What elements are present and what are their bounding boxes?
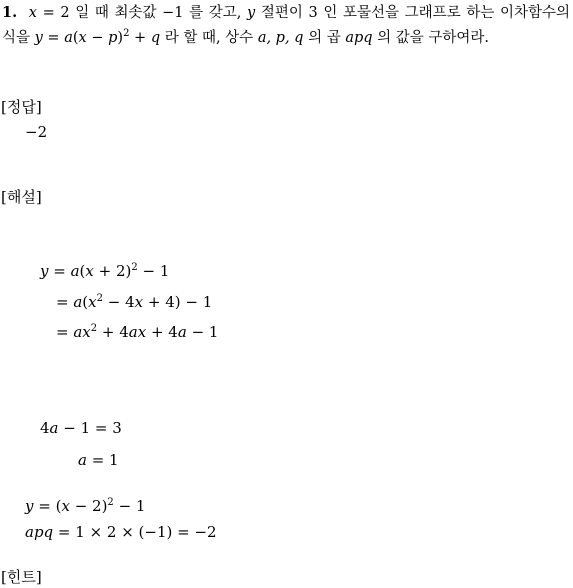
answer-heading: [정답]	[1, 98, 42, 116]
problem-text: (	[72, 30, 79, 46]
math-var: apq	[345, 30, 373, 46]
math-exponent: 2	[96, 293, 103, 304]
math-text: + 4	[146, 323, 178, 341]
solution-equation-7	[25, 522, 217, 542]
solution-equation-1	[40, 261, 169, 281]
hint-heading: [힌트]	[1, 568, 42, 586]
math-text: (	[79, 262, 86, 280]
math-var: a	[49, 419, 59, 437]
solution-equation-4	[40, 418, 122, 438]
math-text: = 1	[86, 451, 119, 469]
math-var: ax	[73, 323, 91, 341]
answer-value: −2	[25, 123, 48, 141]
solution-equation-5	[78, 450, 119, 470]
math-text: − 1	[113, 497, 146, 515]
math-text: − 1	[137, 262, 170, 280]
math-text: =	[48, 262, 71, 280]
math-text: =	[56, 293, 74, 311]
solution-heading: [해설]	[1, 188, 42, 206]
math-var: a	[73, 293, 83, 311]
problem-text: = 2 일 때 최솟값 −1 를 갖고,	[36, 5, 248, 21]
problem-text: −	[86, 30, 109, 46]
math-text: + 4) − 1	[143, 293, 213, 311]
problem-text: 절편이 3 인 포물선을 그래프로 하는 이차함수의 식을	[2, 5, 571, 46]
math-var: x	[134, 293, 144, 311]
problem-text: 의 곱	[303, 30, 346, 46]
solution-equation-6	[25, 496, 145, 516]
solution-equation-2	[56, 292, 212, 312]
math-var: x	[88, 293, 97, 311]
math-var: a	[177, 323, 187, 341]
math-var: x	[28, 5, 37, 21]
problem-text: +	[129, 30, 151, 46]
math-var: x	[78, 30, 87, 46]
math-text: + 4	[97, 323, 129, 341]
math-var: a	[70, 262, 80, 280]
math-var: y	[34, 30, 43, 46]
math-var: a, p, q	[257, 30, 304, 46]
math-var: q	[150, 30, 161, 46]
math-text: − 2)	[69, 497, 108, 515]
math-text: − 1	[186, 323, 219, 341]
math-var: y	[40, 262, 49, 280]
math-text: + 2)	[93, 262, 132, 280]
math-var: a	[78, 451, 87, 469]
problem-text: )	[117, 30, 124, 46]
math-text: − 1 = 3	[58, 419, 122, 437]
math-exponent: 2	[123, 28, 130, 39]
problem-statement	[2, 0, 570, 51]
math-text: (	[82, 293, 89, 311]
math-var: y	[247, 5, 256, 21]
math-text: =	[56, 323, 74, 341]
math-text: 4	[40, 419, 50, 437]
math-var: ax	[128, 323, 147, 341]
math-var: apq	[25, 523, 54, 541]
math-var: a	[64, 30, 73, 46]
math-exponent: 2	[107, 497, 114, 508]
solution-equation-3	[56, 322, 218, 342]
problem-text: =	[42, 30, 65, 46]
math-text: − 4	[103, 293, 135, 311]
math-var: p	[108, 30, 118, 46]
math-var: x	[61, 497, 70, 515]
math-var: x	[85, 262, 94, 280]
math-exponent: 2	[131, 262, 138, 273]
math-exponent: 2	[90, 323, 98, 334]
math-text: = 1 × 2 × (−1) = −2	[53, 523, 217, 541]
math-var: y	[25, 497, 34, 515]
problem-number: 1.	[2, 4, 18, 21]
problem-text: 의 값을 구하여라.	[372, 30, 490, 46]
math-text: = (	[33, 497, 62, 515]
problem-text: 라 할 때, 상수	[160, 30, 258, 46]
